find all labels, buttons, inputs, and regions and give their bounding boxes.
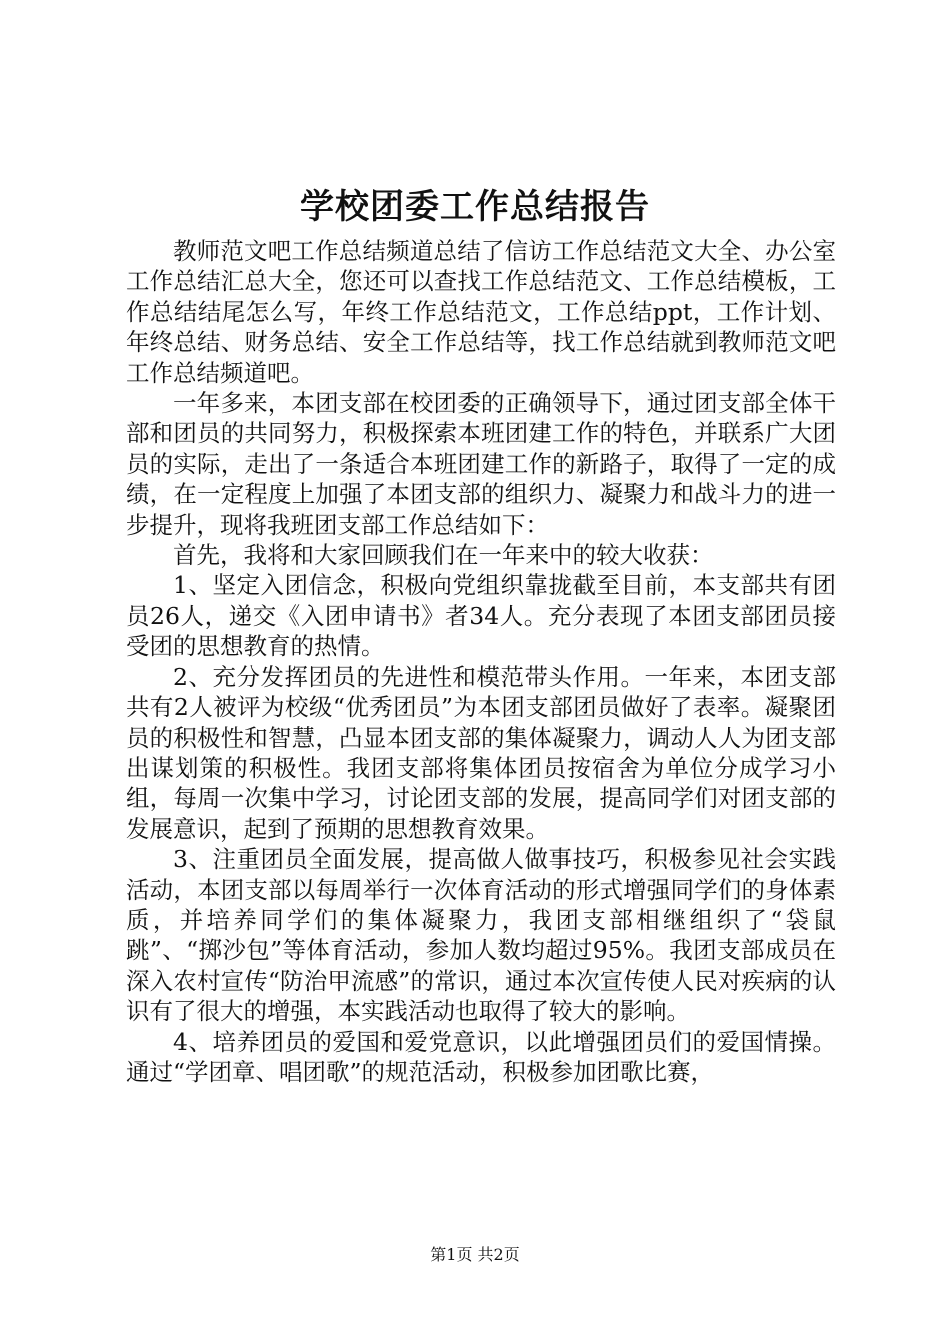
paragraph-item-2: 2、充分发挥团员的先进性和模范带头作用。一年来，本团支部共有2人被评为校级“优秀团员”为本团支部团员做好了表率。凝聚团员的积极性和智慧，凸显本团支部的集体凝聚力，调动人人为团支部出谋划策的积极性。我团支部将集体团员按宿舍为单位分成学习小组，每周一次集中学习，讨论团支部的发展，提高同学们对团支部的发展意识，起到了预期的思想教育效果。 — [126, 662, 836, 843]
paragraph-item-3: 3、注重团员全面发展，提高做人做事技巧，积极参见社会实践活动，本团支部以每周举行一次体育活动的形式增强同学们的身体素质，并培养同学们的集体凝聚力，我团支部相继组织了“袋鼠跳”、“掷沙包”等体育活动，参加人数均超过95%。我团支部成员在深入农村宣传“防治甲流感”的常识，通过本次宣传使人民对疾病的认识有了很大的增强，本实践活动也取得了较大的影响。 — [126, 845, 836, 1026]
paragraph-item-4: 4、培养团员的爱国和爱党意识，以此增强团员们的爱国情操。通过“学团章、唱团歌”的规范活动，积极参加团歌比赛， — [126, 1027, 836, 1086]
document-title: 学校团委工作总结报告 — [300, 187, 650, 227]
document-body — [126, 236, 836, 1087]
paragraph-transition: 首先，我将和大家回顾我们在一年来中的较大收获： — [173, 541, 714, 570]
paragraph-item-1: 1、坚定入团信念，积极向党组织靠拢截至目前，本支部共有团员26人，递交《入团申请书》者34人。充分表现了本团支部团员接受团的思想教育的热情。 — [126, 571, 836, 661]
page-number-footer: 第1页 共2页 — [430, 1245, 520, 1264]
paragraph-intro: 教师范文吧工作总结频道总结了信访工作总结范文大全、办公室工作总结汇总大全，您还可以查找工作总结范文、工作总结模板，工作总结结尾怎么写，年终工作总结范文，工作总结ppt，工作计划、年终总结、财务总结、安全工作总结等，找工作总结就到教师范文吧工作总结频道吧。 — [126, 237, 836, 387]
paragraph-overview: 一年多来，本团支部在校团委的正确领导下，通过团支部全体干部和团员的共同努力，积极探索本班团建工作的特色，并联系广大团员的实际，走出了一条适合本班团建工作的新路子，取得了一定的成绩，在一定程度上加强了本团支部的组织力、凝聚力和战斗力的进一步提升，现将我班团支部工作总结如下： — [126, 389, 836, 539]
